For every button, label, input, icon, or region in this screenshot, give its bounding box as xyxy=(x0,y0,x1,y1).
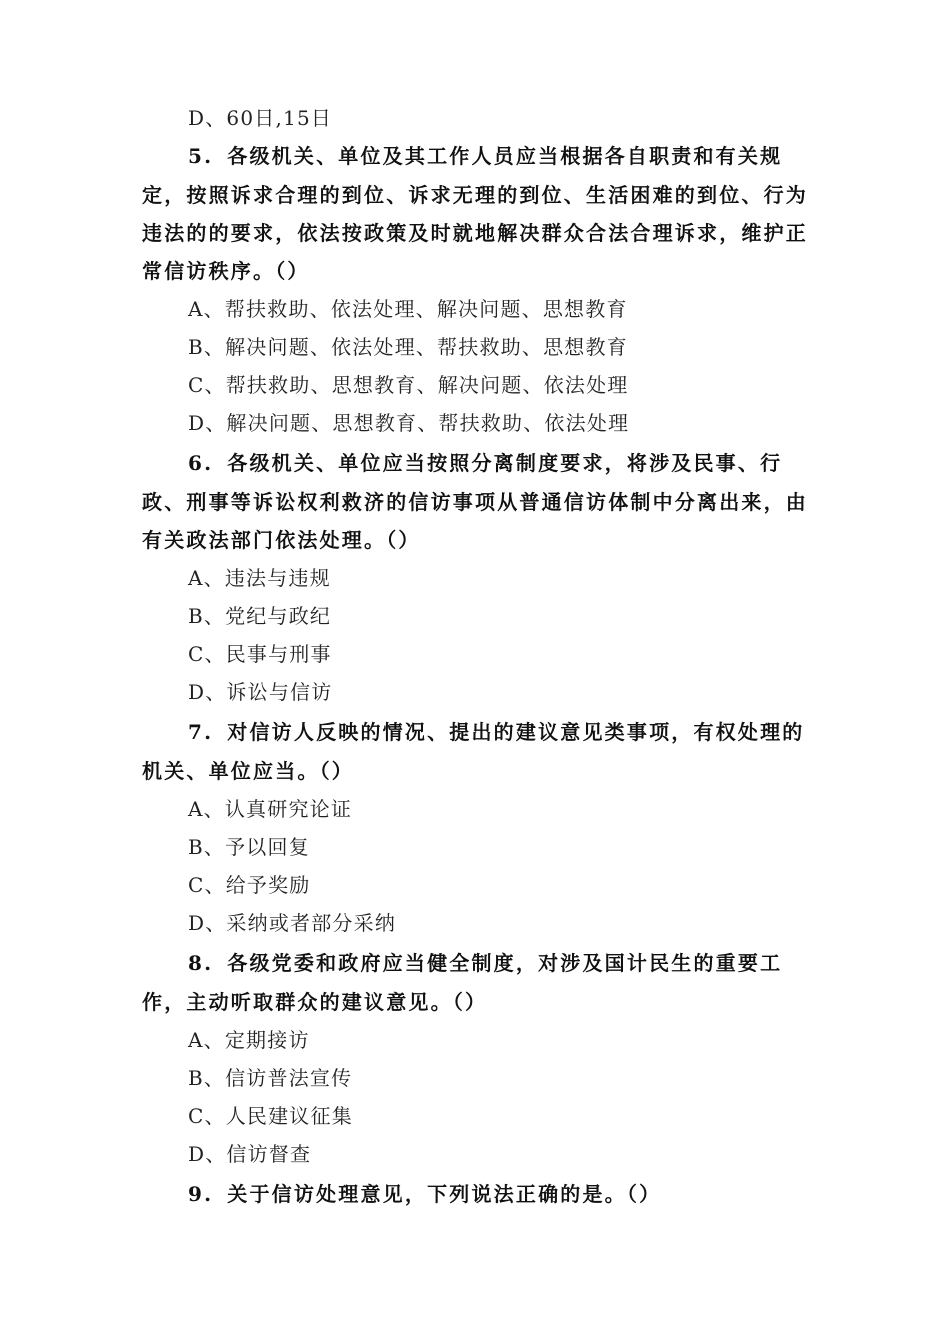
question-6-line-3: 有关政法部门依法处理。（） xyxy=(142,528,421,552)
question-7-text: 对信访人反映的情况、提出的建议意见类事项，有权处理的 xyxy=(227,720,805,744)
question-6-number: 6. xyxy=(188,451,214,475)
question-7-line-1 xyxy=(188,713,950,751)
question-7-option-c: C、给予奖励 xyxy=(188,873,311,897)
question-8-text: 各级党委和政府应当健全制度，对涉及国计民生的重要工 xyxy=(227,951,783,975)
question-5-option-b: B、解决问题、依法处理、帮扶救助、思想教育 xyxy=(188,335,628,359)
question-6-option-c: C、民事与刑事 xyxy=(188,642,332,666)
question-6-line-2: 政、刑事等诉讼权利救济的信访事项从普通信访体制中分离出来，由 xyxy=(142,490,808,514)
question-8-line-1 xyxy=(188,944,950,982)
question-8-option-b: B、信访普法宣传 xyxy=(188,1066,353,1090)
question-8-number: 8. xyxy=(188,951,214,975)
question-5-option-a: A、帮扶救助、依法处理、解决问题、思想教育 xyxy=(188,297,628,321)
question-7-number: 7. xyxy=(188,720,214,744)
question-5-line-1 xyxy=(188,137,950,175)
question-5-line-2: 定，按照诉求合理的到位、诉求无理的到位、生活困难的到位、行为 xyxy=(142,183,808,207)
question-7-line-2: 机关、单位应当。（） xyxy=(142,759,354,783)
question-5-option-c: C、帮扶救助、思想教育、解决问题、依法处理 xyxy=(188,373,629,397)
question-9-text: 关于信访处理意见，下列说法正确的是。（） xyxy=(227,1182,662,1206)
question-5-option-d: D、解决问题、思想教育、帮扶救助、依法处理 xyxy=(188,411,630,435)
question-7-option-d: D、采纳或者部分采纳 xyxy=(188,911,397,935)
question-5-line-4: 常信访秩序。（） xyxy=(142,259,310,283)
question-6-option-d: D、诉讼与信访 xyxy=(188,680,333,704)
question-6-text: 各级机关、单位应当按照分离制度要求，将涉及民事、行 xyxy=(227,451,783,475)
question-5-number: 5. xyxy=(188,144,214,168)
question-5-line-3: 违法的的要求，依法按政策及时就地解决群众合法合理诉求，维护正 xyxy=(142,221,808,245)
question-8-option-a: A、定期接访 xyxy=(188,1028,310,1052)
question-6-option-a: A、违法与违规 xyxy=(188,566,331,590)
question-6-line-1 xyxy=(188,444,950,482)
question-6-option-b: B、党纪与政纪 xyxy=(188,604,332,628)
question-8-option-c: C、人民建议征集 xyxy=(188,1104,353,1128)
question-8-line-2: 作，主动听取群众的建议意见。（） xyxy=(142,990,488,1014)
question-9-number: 9. xyxy=(188,1182,214,1206)
question-8-option-d: D、信访督查 xyxy=(188,1142,312,1166)
question-9-line-1 xyxy=(188,1175,950,1213)
question-5-text: 各级机关、单位及其工作人员应当根据各自职责和有关规 xyxy=(227,144,783,168)
option-d-prev: D、60日,15日 xyxy=(188,106,333,130)
question-7-option-b: B、予以回复 xyxy=(188,835,310,859)
question-7-option-a: A、认真研究论证 xyxy=(188,797,353,821)
